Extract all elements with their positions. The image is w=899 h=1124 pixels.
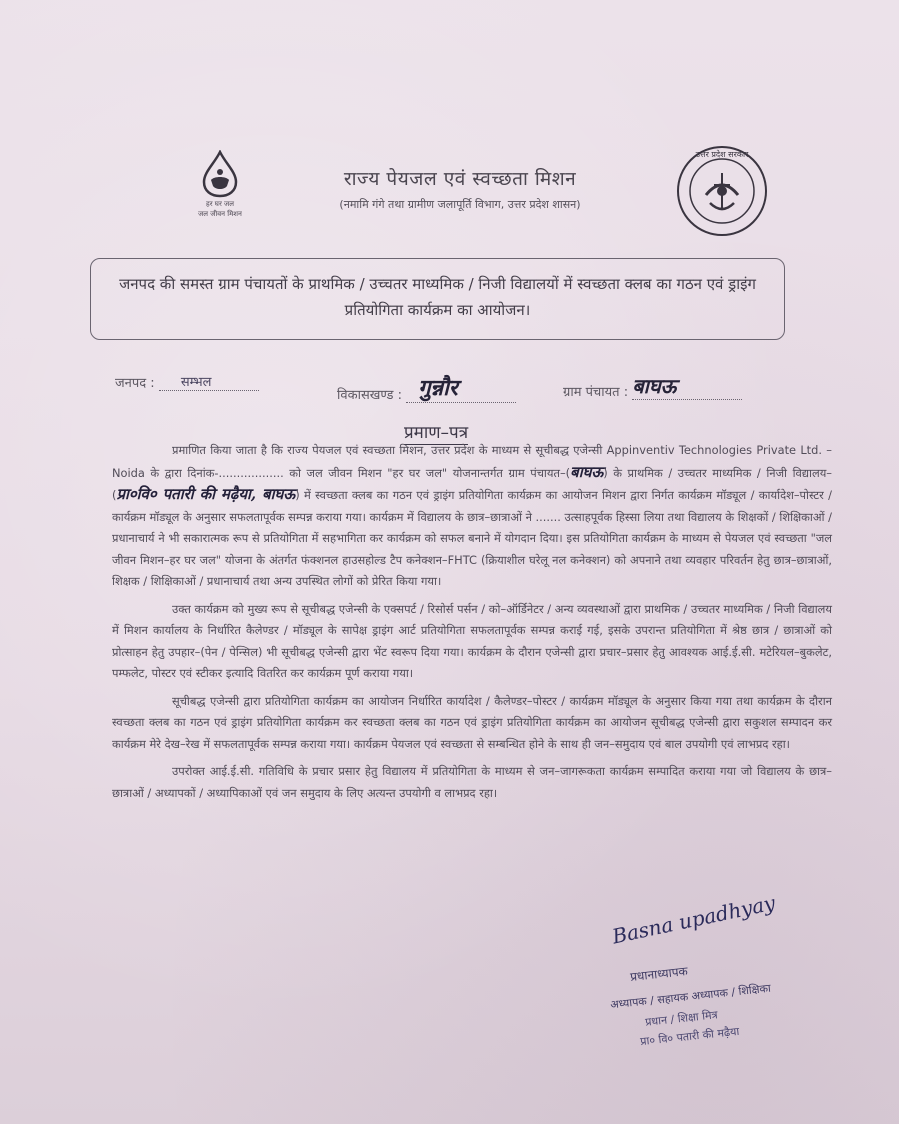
paragraph-1 — [112, 440, 832, 593]
signature-block — [609, 890, 830, 1049]
seal-text: उत्तर प्रदेश सरकार — [695, 150, 749, 159]
org-subtitle: (नमामि गंगे तथा ग्रामीण जलापूर्ति विभाग, उत्तर प्रदेश शासन) — [339, 198, 581, 211]
p1-school-handwritten: प्रा०वि० पतारी की मढ़ैया, बाघऊ — [116, 485, 296, 503]
certificate-heading: प्रमाण–पत्र — [404, 420, 468, 445]
stamp-line-2: अध्यापक / सहायक अध्यापक / शिक्षिका — [609, 981, 772, 1012]
org-name: राज्य पेयजल एवं स्वच्छता मिशन — [343, 168, 577, 190]
up-government-seal — [676, 145, 768, 237]
district-value: सम्भल — [180, 375, 212, 390]
p1-text-b: ) के प्राथमिक / उच्चतर माध्यमिक / निजी विद्यालय–( — [112, 465, 832, 502]
gp-label: ग्राम पंचायत : — [563, 385, 629, 400]
block-value: गुन्नौर — [418, 375, 458, 401]
logo-caption-2: जल जीवन मिशन — [198, 210, 242, 218]
certificate-body — [112, 440, 832, 810]
stamp-line-4: प्रा० वि० पतारी की मढ़ैया — [639, 1024, 740, 1049]
gp-value: बाघऊ — [632, 374, 677, 398]
logo-caption: हर घर जल — [206, 200, 234, 208]
har-ghar-jal-logo — [190, 150, 250, 218]
letterhead — [270, 165, 650, 212]
block-field — [337, 372, 516, 403]
water-drop-icon — [200, 150, 240, 198]
stamp-line-1: प्रधानाध्यापक — [629, 964, 689, 984]
gram-panchayat-field — [563, 372, 742, 400]
district-label: जनपद : — [115, 376, 155, 391]
p1-text-c: ) में स्वच्छता क्लब का गठन एवं ड्राइंग प्रतियोगिता कार्यक्रम का आयोजन मिशन द्वारा निर्गत कार्यक्रम मॉड्यूल / कार्यादेश–पोस्टर / कार्यक्रम मॉड्यूल के अनुसार सफलतापूर्वक सम्पन्न कराया गया। कार्यक्रम में विद्यालय के छात्र–छात्राओं ने ....... उत्साहपूर्वक हिस्सा लिया तथा विद्यालय के शिक्षकों / शिक्षिकाओं / प्रधानाचार्य ने भी सकारात्मक रूप से प्रतियोगिता में सहभागिता कर कार्यक्रम को सफल बनाने में योगदान दिया। इस प्रतियोगिता कार्यक्रम के माध्यम से पेयजल एवं स्वच्छता "जल जीवन मिशन–हर घर जल" योजना के अंतर्गत फंक्शनल हाउसहोल्ड टैप कनेक्शन–FHTC (क्रियाशील घरेलू नल कनेक्शन) को अपनाने तथा व्यवहार परिवर्तन हेतु छात्र–छात्राओं, शिक्षक / शिक्षिकाओं / प्रधानाचार्य तथा अन्य उपस्थित लोगों को प्रेरित किया गया। — [112, 488, 832, 588]
paragraph-3: सूचीबद्ध एजेन्सी द्वारा प्रतियोगिता कार्यक्रम का आयोजन निर्धारित कार्यादेश / कैलेण्डर–पोस्टर / कार्यक्रम मॉड्यूल के अनुसार किया गया तथा कार्यक्रम के दौरान स्वच्छता क्लब का गठन एवं ड्राइंग प्रतियोगिता कार्यक्रम कर स्वच्छता क्लब का गठन एवं ड्राइंग प्रतियोगिता कार्यक्रम का आयोजन सूचीबद्ध एजेन्सी द्वारा सकुशल सम्पादन कर कार्यक्रम मेरे देख–रेख में सफलतापूर्वक सम्पन्न कराया गया। कार्यक्रम पेयजल एवं स्वच्छता से सम्बन्धित होने के साथ ही जन–समुदाय एवं बाल उपयोगी एवं लाभप्रद रहा। — [112, 693, 832, 751]
paragraph-4: उपरोक्त आई.ई.सी. गतिविधि के प्रचार प्रसार हेतु विद्यालय में प्रतियोगिता के माध्यम से जन–जागरूकता कार्यक्रम सम्पादित कराया गया जो विद्यालय के छात्र–छात्राओं / अध्यापकों / अध्यापिकाओं एवं जन समुदाय के लिए अत्यन्त उपयोगी व लाभप्रद रहा। — [112, 764, 832, 800]
stamp-line-3: प्रधान / शिक्षा मित्र — [644, 1008, 719, 1029]
program-title: जनपद की समस्त ग्राम पंचायतों के प्राथमिक / उच्चतर माध्यमिक / निजी विद्यालयों में स्वच्छता क्लब का गठन एवं ड्राइंग प्रतियोगिता कार्यक्रम का आयोजन। — [90, 258, 785, 340]
handwritten-signature: Basna upadhyay — [610, 890, 778, 949]
paragraph-2: उक्त कार्यक्रम को मुख्य रूप से सूचीबद्ध एजेन्सी के एक्सपर्ट / रिसोर्स पर्सन / को–ऑर्डिनेटर / अन्य व्यवस्थाओं द्वारा प्राथमिक / उच्चतर माध्यमिक / निजी विद्यालय में मिशन कार्यालय के निर्धारित कैलेण्डर / मॉड्यूल के सापेक्ष ड्राइंग आर्ट प्रतियोगिता सफलतापूर्वक सम्पन्न कराई गई, इसके उपरान्त प्रतियोगिता में श्रेष्ठ छात्र / छात्राओं को प्रोत्साहन हेतु उपहार–(पेन / पेन्सिल) भी सूचीबद्ध एजेन्सी द्वारा भेंट स्वरूप दिया गया। कार्यक्रम के दौरान एजेन्सी द्वारा प्रचार–प्रसार हेतु आवश्यक आई.ई.सी. मटेरियल–बुकलेट, पम्फलेट, पोस्टर एवं स्टीकर इत्यादि वितरित कर कार्यक्रम पूर्ण कराया गया। — [112, 601, 832, 680]
p1-gp-handwritten: बाघऊ — [570, 462, 604, 481]
district-field — [115, 372, 259, 391]
p1-text-a: प्रमाणित किया जाता है कि राज्य पेयजल एवं स्वच्छता मिशन, उत्तर प्रदेश के माध्यम से सूचीबद्ध एजेन्सी Appinventiv Technologies Private Ltd. – Noida के द्वारा दिनांक-.................. को जल जीवन मिशन "हर घर जल" योजनान्तर्गत ग्राम पंचायत–( — [112, 443, 832, 480]
block-label: विकासखण्ड : — [337, 388, 403, 403]
